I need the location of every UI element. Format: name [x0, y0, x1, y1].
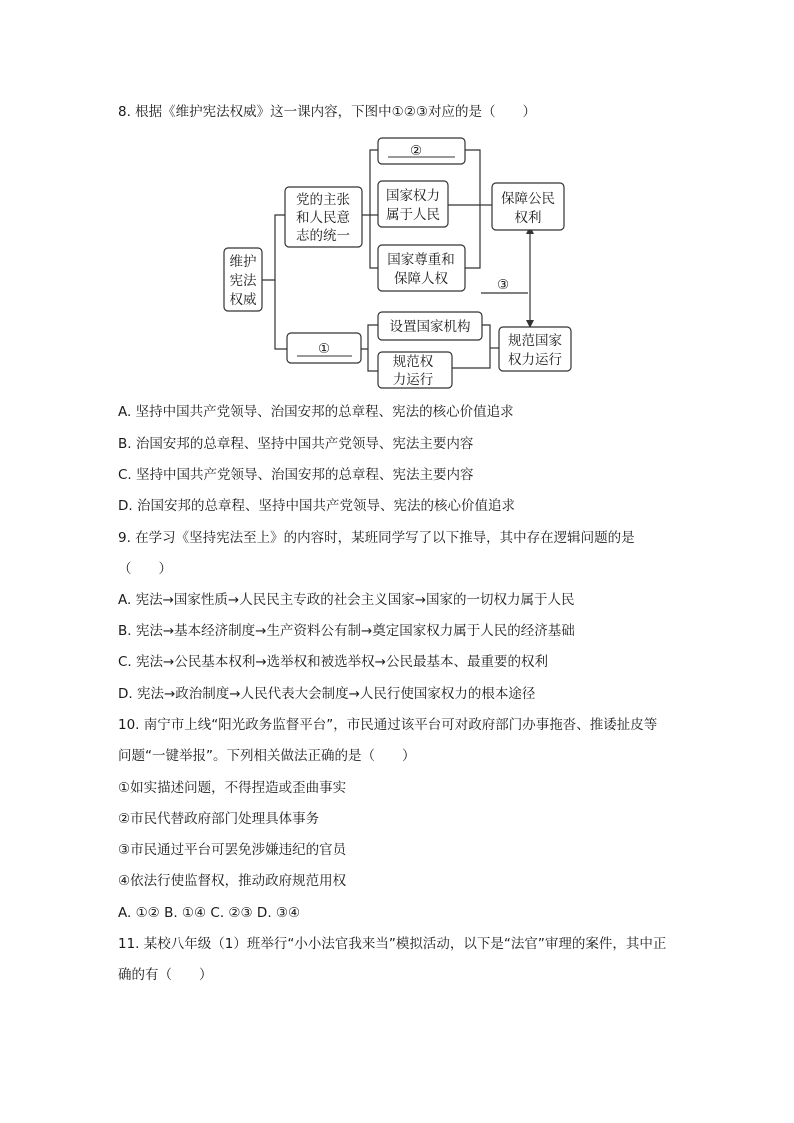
box-party-people [285, 187, 362, 247]
box-set-state-organs [378, 312, 482, 340]
q8-option-b: B. 治国安邦的总章程、坚持中国共产党领导、宪法主要内容 [118, 436, 474, 452]
box-power-belongs-people [378, 181, 448, 227]
q8-option-a: A. 坚持中国共产党领导、治国安邦的总章程、宪法的核心价值追求 [118, 404, 514, 420]
q10-options: A. ①② B. ①④ C. ②③ D. ③④ [118, 905, 301, 921]
box-blank-1 [287, 333, 361, 363]
box-regulate-line-2: 力运行 [392, 372, 434, 388]
box-root-line-3: 权威 [229, 292, 257, 308]
q9-option-d: D. 宪法→政治制度→人民代表大会制度→人民行使国家权力的根本途径 [118, 686, 536, 702]
question-9-stem-line-1: 9. 在学习《坚持宪法至上》的内容时，某班同学写了以下推导，其中存在逻辑问题的是 [118, 530, 635, 546]
box-state-power-line-2: 权力运行 [508, 352, 562, 368]
box-citizen-line-2: 权利 [514, 210, 542, 226]
box-set-organs-label: 设置国家机构 [389, 319, 471, 335]
blank-3-label: ③ [496, 277, 510, 293]
box-power-line-1: 国家权力 [386, 188, 440, 204]
q10-item-1: ①如实描述问题，不得捏造或歪曲事实 [118, 780, 347, 796]
q10-item-4: ④依法行使监督权，推动政府规范用权 [118, 873, 347, 889]
box-protect-citizen-rights [492, 183, 564, 230]
q8-option-d: D. 治国安邦的总章程、坚持中国共产党领导、宪法的核心价值追求 [118, 498, 515, 514]
q9-option-a: A. 宪法→国家性质→人民民主专政的社会主义国家→国家的一切权力属于人民 [118, 592, 575, 608]
box-respect-human-rights [378, 245, 465, 291]
question-11-stem-line-2: 确的有（ ） [118, 967, 213, 983]
box-root [224, 248, 262, 311]
box-rights-line-2: 保障人权 [394, 271, 448, 287]
box-regulate-line-1: 规范权 [392, 354, 434, 370]
box-rights-line-1: 国家尊重和 [387, 252, 455, 268]
box-regulate-state-power [499, 327, 571, 371]
question-10-stem-line-2: 问题“一键举报”。下列相关做法正确的是（ ） [118, 748, 416, 764]
box-regulate-power [378, 352, 452, 388]
q10-item-2: ②市民代替政府部门处理具体事务 [118, 811, 320, 827]
box-blank-2 [378, 138, 465, 164]
box-citizen-line-1: 保障公民 [501, 191, 555, 207]
q10-item-3: ③市民通过平台可罢免涉嫌违纪的官员 [118, 842, 347, 858]
box-party-people-line-2: 和人民意 [296, 210, 350, 226]
q9-option-c: C. 宪法→公民基本权利→选举权和被选举权→公民最基本、最重要的权利 [118, 654, 548, 670]
box-root-line-1: 维护 [229, 254, 257, 270]
question-10-stem-line-1: 10. 南宁市上线“阳光政务监督平台”，市民通过该平台可对政府部门办事拖沓、推诿扯皮等 [118, 717, 658, 733]
question-8-diagram [0, 0, 794, 400]
q9-option-b: B. 宪法→基本经济制度→生产资料公有制→奠定国家权力属于人民的经济基础 [118, 623, 575, 639]
box-state-power-line-1: 规范国家 [508, 333, 562, 349]
blank-1-label: ① [317, 341, 331, 357]
box-party-people-line-3: 志的统一 [296, 228, 350, 244]
question-9-stem-line-2: （ ） [118, 561, 172, 577]
question-8-stem: 8. 根据《维护宪法权威》这一课内容，下图中①②③对应的是（ ） [118, 104, 536, 120]
box-power-line-2: 属于人民 [386, 207, 440, 223]
q8-option-c: C. 坚持中国共产党领导、治国安邦的总章程、宪法主要内容 [118, 467, 474, 483]
blank-2-label: ② [409, 143, 423, 159]
box-root-line-2: 宪法 [229, 273, 257, 289]
box-party-people-line-1: 党的主张 [296, 192, 350, 208]
question-11-stem-line-1: 11. 某校八年级（1）班举行“小小法官我来当”模拟活动，以下是“法官”审理的案件，其中正 [118, 936, 667, 952]
